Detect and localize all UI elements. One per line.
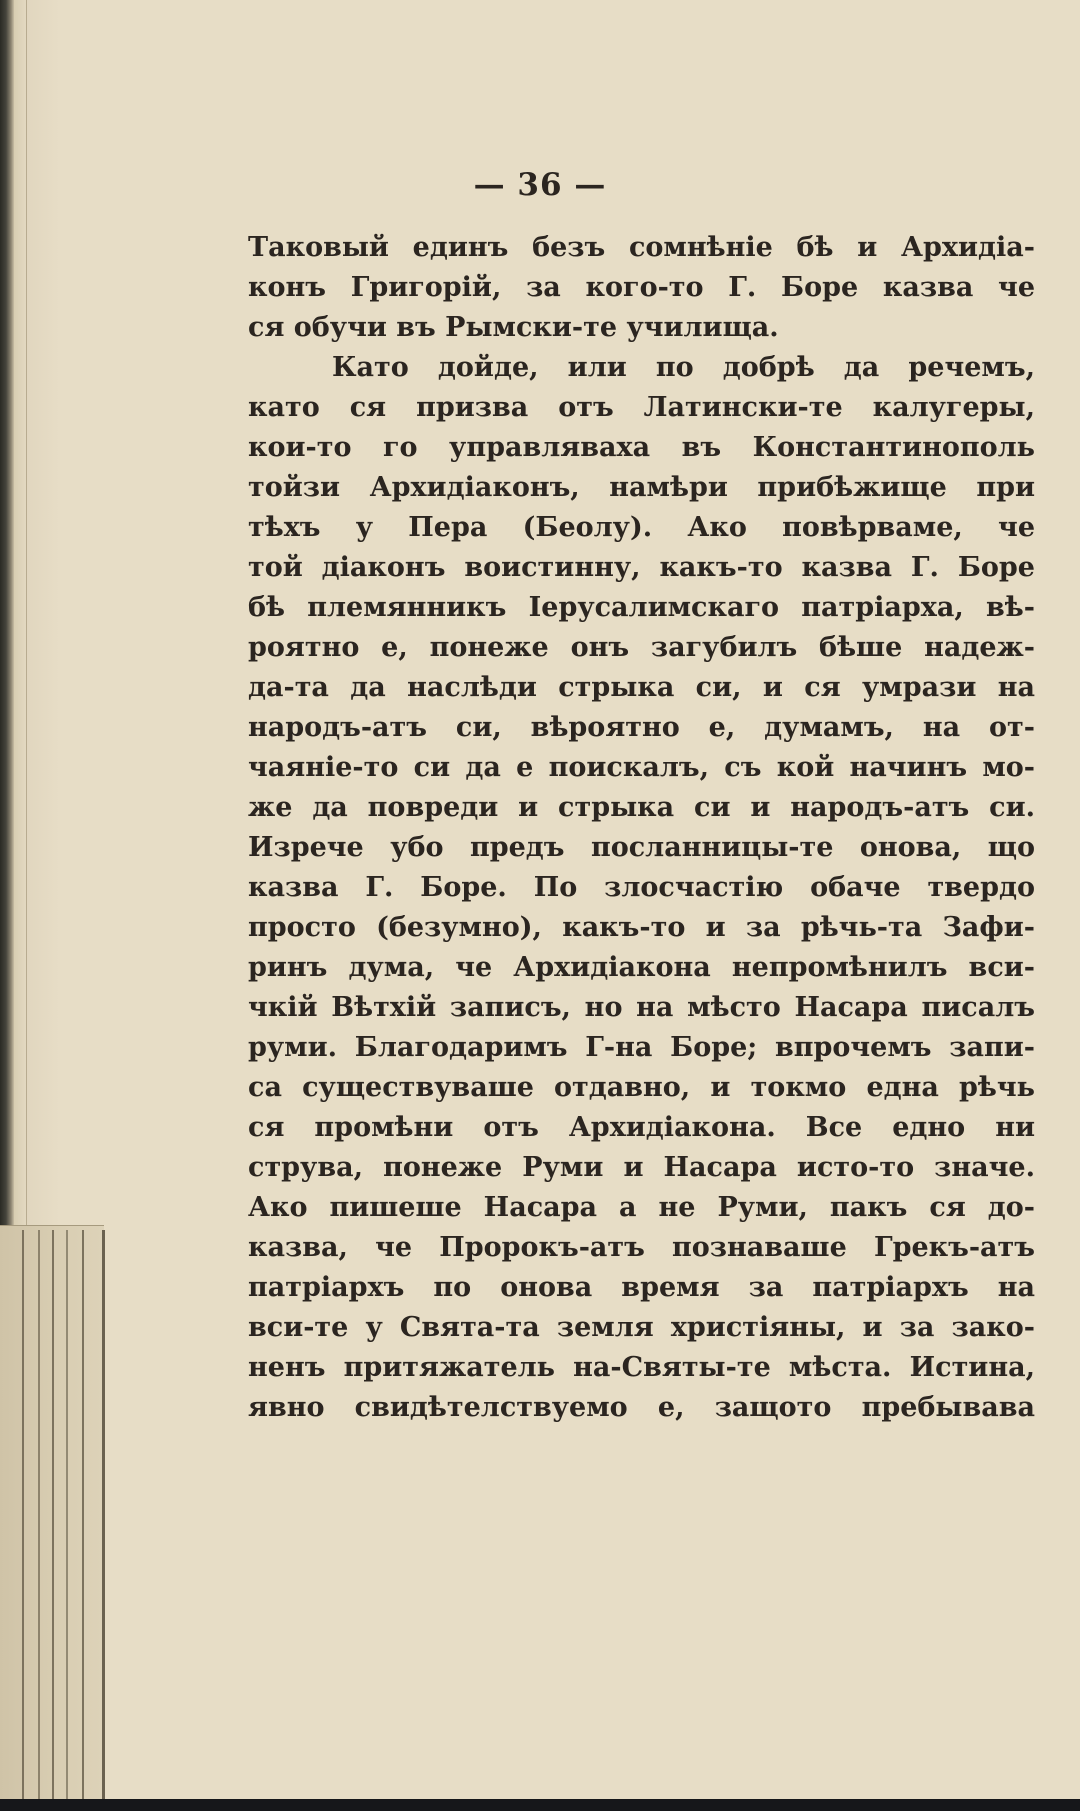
text-line: ся промѣни отъ Архидіакона. Все едно ни <box>248 1112 1035 1143</box>
page-edge-line <box>38 1230 40 1799</box>
text-line: ся обучи въ Рымски-те училища. <box>248 312 779 343</box>
text-line: тойзи Архидіаконъ, намѣри прибѣжище при <box>248 472 1035 503</box>
page-number: — 36 — <box>473 167 607 203</box>
text-line: бѣ племянникъ Іерусалимскаго патріарха, вѣ- <box>248 592 1035 623</box>
text-line: казва Г. Боре. По злосчастію обаче твердо <box>248 872 1035 903</box>
text-line: просто (безумно), какъ-то и за рѣчь-та Зафи- <box>248 912 1035 943</box>
text-line: конъ Григорій, за кого-то Г. Боре казва че <box>248 272 1035 303</box>
text-line: ринъ дума, че Архидіакона непромѣнилъ вси- <box>248 952 1035 983</box>
text-line: кои-то го управляваха въ Константинополь <box>248 432 1035 463</box>
page-edge-line <box>82 1230 84 1799</box>
text-line: роятно е, понеже онъ загубилъ бѣше надеж- <box>248 632 1035 663</box>
page-edge-line <box>52 1230 54 1799</box>
text-line: вси-те у Свята-та земля христіяны, и за зако- <box>248 1312 1035 1343</box>
text-line: да-та да наслѣди стрыка си, и ся умрази на <box>248 672 1035 703</box>
text-line: тѣхъ у Пера (Беолу). Ако повѣрваме, че <box>248 512 1035 543</box>
text-line: струва, понеже Руми и Насара исто-то значе. <box>248 1152 1035 1183</box>
page-edge-line <box>66 1230 68 1799</box>
text-line: явно свидѣтелствуемо е, защото пребывава <box>248 1392 1035 1423</box>
text-line: руми. Благодаримъ Г-на Боре; впрочемъ запи- <box>248 1032 1035 1063</box>
text-line: са существуваше отдавно, и токмо една рѣчь <box>248 1072 1035 1103</box>
text-line: чкій Вѣтхій записъ, но на мѣсто Насара писалъ <box>248 992 1035 1023</box>
text-line: же да повреди и стрыка си и народъ-атъ си. <box>248 792 1035 823</box>
scan-bottom-border <box>0 1799 1080 1811</box>
text-line: той діаконъ воистинну, какъ-то казва Г. Боре <box>248 552 1035 583</box>
text-line: патріархъ по онова время за патріархъ на <box>248 1272 1035 1303</box>
text-line: като ся призва отъ Латински-те калугеры, <box>248 392 1035 423</box>
body-text <box>248 228 1035 1428</box>
text-line: казва, че Пророкъ-атъ познаваше Грекъ-атъ <box>248 1232 1035 1263</box>
text-line: Таковый единъ безъ сомнѣніе бѣ и Архидіа- <box>248 232 1035 263</box>
text-line: народъ-атъ си, вѣроятно е, думамъ, на от- <box>248 712 1035 743</box>
text-line: чаяніе-то си да е поискалъ, съ кой начинъ мо- <box>248 752 1035 783</box>
text-line: ненъ притяжатель на-Святы-те мѣста. Истина, <box>248 1352 1035 1383</box>
text-line: Ако пишеше Насара а не Руми, пакъ ся до- <box>248 1192 1035 1223</box>
page-edge-line <box>102 1230 105 1799</box>
text-line: Като дойде, или по добрѣ да речемъ, <box>332 352 1035 383</box>
text-line: Изрече убо предъ посланницы-те онова, що <box>248 832 1035 863</box>
page-edge-line <box>22 1230 24 1799</box>
